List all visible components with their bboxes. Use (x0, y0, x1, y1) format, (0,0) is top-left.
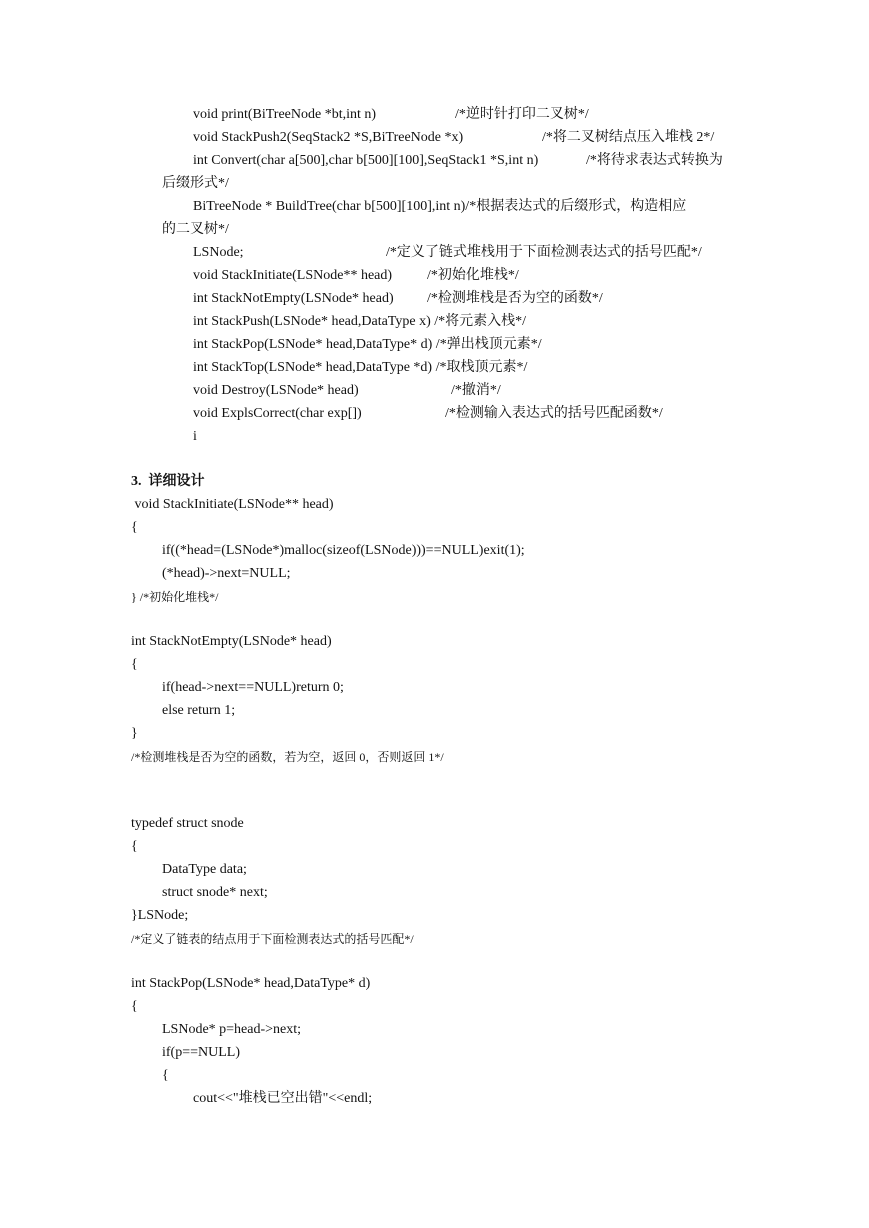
code-line: typedef struct snode (131, 816, 244, 831)
section-heading: 3. 详细设计 (131, 474, 205, 489)
code-line: { (131, 999, 138, 1014)
code-line: void StackInitiate(LSNode** head) (131, 497, 334, 512)
code-comment-line: /*定义了链表的结点用于下面检测表达式的括号匹配*/ (131, 932, 414, 946)
decl-line-comment: /*检测堆栈是否为空的函数*/ (427, 291, 603, 306)
decl-line-comment: /*将二叉树结点压入堆栈 2*/ (542, 130, 715, 145)
decl-line-continuation: 后缀形式*/ (162, 176, 229, 191)
decl-line-code: int StackPop(LSNode* head,DataType* d) /*弹出栈顶元素*/ (193, 337, 542, 352)
decl-line-code: void ExplsCorrect(char exp[]) (193, 406, 362, 421)
decl-line-continuation: 的二叉树*/ (162, 222, 229, 237)
code-line: DataType data; (162, 862, 247, 877)
decl-line-comment: /*逆时针打印二叉树*/ (455, 107, 589, 122)
decl-line-comment: /*定义了链式堆栈用于下面检测表达式的括号匹配*/ (386, 245, 702, 260)
code-line: (*head)->next=NULL; (162, 566, 291, 581)
code-line: { (131, 839, 138, 854)
code-line: cout<<"堆栈已空出错"<<endl; (193, 1091, 373, 1106)
decl-line-code: void StackPush2(SeqStack2 *S,BiTreeNode *x) (193, 130, 464, 145)
decl-line-comment: /*将待求表达式转换为 (586, 153, 723, 168)
code-line: int StackPop(LSNode* head,DataType* d) (131, 976, 371, 991)
decl-line-code: void Destroy(LSNode* head) (193, 383, 359, 398)
decl-line-code: int StackNotEmpty(LSNode* head) (193, 291, 394, 306)
code-line: { (131, 657, 138, 672)
decl-line-code: int Convert(char a[500],char b[500][100],SeqStack1 *S,int n) (193, 153, 539, 168)
code-line: LSNode* p=head->next; (162, 1022, 302, 1037)
code-line: } (131, 726, 138, 741)
decl-line-comment: /*检测输入表达式的括号匹配函数*/ (445, 406, 663, 421)
code-line: if(head->next==NULL)return 0; (162, 680, 344, 695)
decl-line-code: void StackInitiate(LSNode** head) (193, 268, 393, 283)
code-line: { (162, 1068, 169, 1083)
decl-line-code: LSNode; (193, 245, 244, 260)
decl-line-code: void print(BiTreeNode *bt,int n) (193, 107, 377, 122)
decl-line-code: i (193, 429, 197, 444)
code-line: if(p==NULL) (162, 1045, 240, 1060)
decl-line-code: BiTreeNode * BuildTree(char b[500][100],int n)/*根据表达式的后缀形式，构造相应 (193, 199, 687, 214)
code-line: }LSNode; (131, 908, 189, 923)
code-line: { (131, 520, 138, 535)
code-comment-line: } /*初始化堆栈*/ (131, 590, 219, 604)
code-line: int StackNotEmpty(LSNode* head) (131, 634, 332, 649)
code-line: struct snode* next; (162, 885, 268, 900)
decl-line-code: int StackTop(LSNode* head,DataType *d) /*取栈顶元素*/ (193, 360, 528, 375)
decl-line-comment: /*撤消*/ (451, 383, 501, 398)
code-line: if((*head=(LSNode*)malloc(sizeof(LSNode)))==NULL)exit(1); (162, 543, 525, 558)
code-comment-line: /*检测堆栈是否为空的函数，若为空，返回 0，否则返回 1*/ (131, 750, 444, 764)
code-line: else return 1; (162, 703, 236, 718)
decl-line-code: int StackPush(LSNode* head,DataType x) /*将元素入栈*/ (193, 314, 527, 329)
decl-line-comment: /*初始化堆栈*/ (427, 268, 519, 283)
